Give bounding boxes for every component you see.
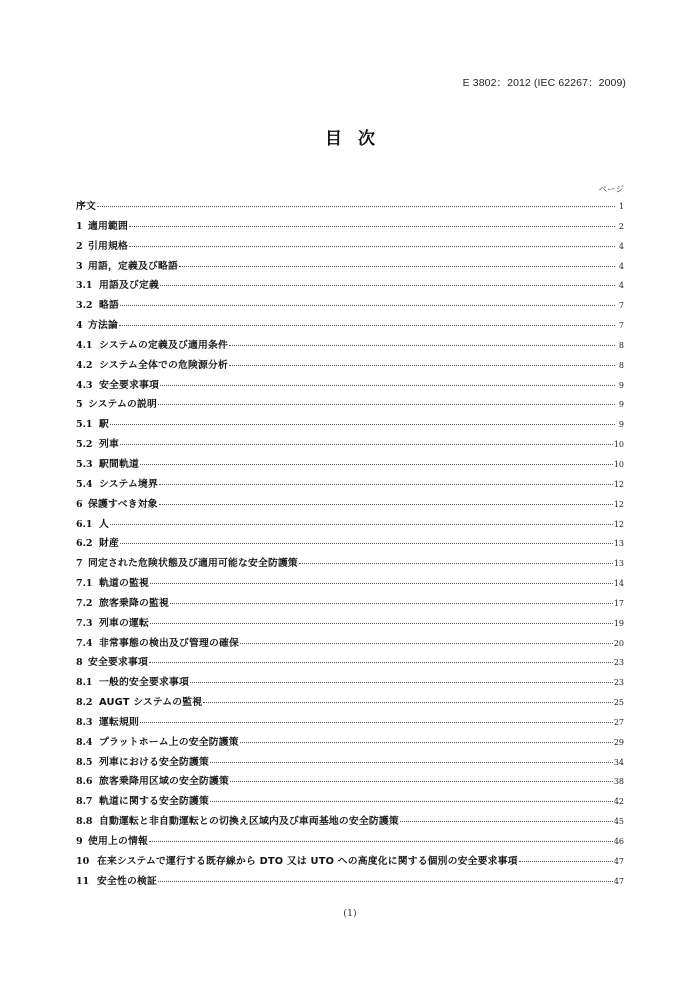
toc-entry-title: 列車 — [99, 439, 119, 451]
toc-leader-dots — [120, 543, 613, 544]
toc-entry[interactable] — [76, 793, 624, 813]
toc-entry-page: 1 — [618, 202, 624, 211]
toc-leader-dots — [190, 682, 613, 683]
toc-entry-page: 20 — [613, 638, 624, 648]
toc-entry[interactable] — [76, 258, 624, 278]
toc-entry[interactable] — [76, 813, 624, 833]
toc-entry-title: プラットホーム上の安全防護策 — [99, 736, 239, 748]
toc-entry-number: 7 — [76, 558, 83, 570]
toc-entry-title: 駅間軌道 — [99, 458, 139, 470]
toc-entry[interactable] — [76, 357, 624, 377]
toc-leader-dots — [210, 762, 613, 763]
toc-entry-title: 同定された危険状態及び適用可能な安全防護策 — [88, 558, 298, 570]
toc-entry-number: 5.2 — [76, 439, 93, 451]
toc-leader-dots — [159, 504, 613, 505]
toc-entry-number: 8.7 — [76, 796, 93, 808]
toc-entry-page: 13 — [613, 539, 624, 549]
toc-entry-number: 8.5 — [76, 756, 93, 768]
toc-leader-dots — [159, 484, 613, 485]
toc-entry-page: 46 — [613, 837, 624, 846]
toc-entry-number: 8.2 — [76, 697, 93, 709]
toc-entry-number: 3 — [76, 260, 83, 272]
toc-leader-dots — [149, 841, 613, 842]
toc-leader-dots — [400, 821, 613, 822]
toc-entry-number: 9 — [76, 836, 83, 847]
toc-entry-title: 引用規格 — [88, 240, 128, 252]
toc-leader-dots — [158, 881, 613, 882]
toc-entry-title: 一般的安全要求事項 — [99, 677, 189, 689]
toc-entry-page: 47 — [613, 856, 624, 866]
toc-entry-number: 8.6 — [76, 776, 93, 788]
toc-entry-number: 10 — [76, 855, 90, 867]
toc-leader-dots — [120, 444, 613, 445]
toc-leader-dots — [229, 365, 615, 366]
toc-entry[interactable] — [76, 833, 624, 853]
toc-entry-page: 23 — [613, 678, 624, 688]
toc-entry-title: システム境界 — [99, 478, 159, 490]
toc-entry-page: 12 — [613, 519, 624, 529]
toc-entry[interactable] — [76, 377, 624, 397]
toc-leader-dots — [240, 643, 613, 644]
toc-leader-dots — [230, 781, 613, 782]
toc-entry-number: 7.2 — [76, 597, 93, 609]
table-of-contents — [76, 198, 624, 893]
toc-entry-page: 12 — [613, 479, 624, 489]
toc-entry-number: 7.4 — [76, 637, 93, 649]
toc-entry-number: 3.1 — [76, 280, 93, 292]
toc-entry[interactable] — [76, 595, 624, 615]
toc-entry[interactable] — [76, 615, 624, 635]
toc-entry-title: 用語及び定義 — [99, 280, 159, 292]
toc-entry-title: 列車における安全防護策 — [99, 756, 209, 768]
toc-entry-title: 用語，定義及び略語 — [88, 260, 178, 272]
toc-entry-page: 38 — [613, 777, 624, 787]
toc-leader-dots — [149, 662, 613, 663]
toc-entry-page: 7 — [618, 301, 624, 311]
toc-leader-dots — [158, 404, 615, 405]
toc-entry-title: 自動運転と非自動運転との切換え区域内及び車両基地の安全防護策 — [99, 816, 399, 828]
toc-entry-page: 34 — [613, 757, 624, 767]
toc-entry[interactable] — [76, 873, 624, 893]
toc-entry-number: 8.1 — [76, 677, 93, 689]
toc-entry-page: 4 — [618, 241, 624, 251]
toc-entry-page: 10 — [613, 440, 624, 450]
toc-entry-title: システム全体での危険源分析 — [99, 359, 228, 371]
toc-entry-number: 4.3 — [76, 379, 93, 391]
toc-entry-title: 人 — [99, 518, 109, 530]
toc-entry-number: 3.2 — [76, 300, 93, 312]
toc-entry[interactable] — [76, 773, 624, 793]
toc-entry-number: 7.1 — [76, 578, 93, 590]
toc-entry[interactable] — [76, 238, 624, 258]
toc-entry-page: 23 — [613, 658, 624, 668]
toc-entry-title: 使用上の情報 — [88, 836, 148, 847]
toc-entry[interactable] — [76, 436, 624, 456]
toc-entry-number: 1 — [76, 220, 83, 232]
toc-entry[interactable] — [76, 575, 624, 595]
toc-entry-number: 8.8 — [76, 816, 93, 828]
toc-entry[interactable] — [76, 754, 624, 774]
toc-entry[interactable] — [76, 714, 624, 734]
toc-entry-number: 4.1 — [76, 339, 93, 351]
toc-entry-page: 27 — [613, 717, 624, 727]
toc-entry[interactable] — [76, 555, 624, 575]
toc-entry-number: 2 — [76, 240, 83, 252]
toc-entry[interactable] — [76, 277, 624, 297]
toc-entry[interactable] — [76, 734, 624, 754]
toc-entry-title: 略語 — [99, 300, 119, 312]
toc-entry[interactable] — [76, 337, 624, 357]
toc-entry-title: 方法論 — [88, 320, 118, 332]
toc-entry-page: 12 — [613, 499, 624, 509]
toc-entry-page: 8 — [618, 360, 624, 370]
toc-entry-page: 9 — [618, 380, 624, 390]
toc-entry-title: 運転規則 — [99, 716, 139, 728]
toc-entry-page: 2 — [618, 221, 624, 231]
toc-leader-dots — [119, 325, 615, 326]
toc-entry-title: 軌道の監視 — [99, 578, 149, 590]
toc-entry-number: 7.3 — [76, 617, 93, 629]
toc-entry-title: 旅客乗降の監視 — [99, 597, 169, 609]
toc-leader-dots — [110, 524, 613, 525]
toc-leader-dots — [170, 603, 613, 604]
toc-leader-dots — [210, 801, 613, 802]
page-column-label: ページ — [598, 185, 624, 195]
toc-entry-title: 財産 — [99, 538, 119, 550]
toc-entry-title: AUGT システムの監視 — [99, 697, 203, 709]
toc-entry-page: 14 — [613, 579, 624, 589]
toc-entry[interactable] — [76, 218, 624, 238]
toc-leader-dots — [97, 206, 615, 207]
toc-entry-title: システムの説明 — [88, 399, 157, 411]
toc-entry-page: 10 — [613, 459, 624, 469]
toc-entry-title: 適用範囲 — [88, 220, 128, 232]
toc-entry-page: 7 — [618, 321, 624, 331]
toc-entry-page: 25 — [613, 698, 624, 708]
toc-entry-number: 8 — [76, 657, 83, 669]
toc-entry-title: 旅客乗降用区域の安全防護策 — [99, 776, 229, 788]
toc-entry[interactable] — [76, 476, 624, 496]
toc-entry-number: 5.4 — [76, 478, 93, 490]
footer-page-number: (1) — [343, 908, 357, 919]
toc-entry[interactable] — [76, 496, 624, 516]
toc-entry-page: 4 — [618, 281, 624, 291]
toc-entry-page: 42 — [613, 797, 624, 807]
toc-leader-dots — [150, 623, 613, 624]
standard-code: E 3802：2012 (IEC 62267：2009) — [462, 77, 626, 89]
toc-entry-title: 在来システムで運行する既存線から DTO 又は UTO への高度化に関する個別の安全要求事項 — [97, 855, 518, 867]
toc-leader-dots — [519, 861, 613, 862]
toc-entry[interactable] — [76, 297, 624, 317]
toc-leader-dots — [140, 722, 613, 723]
toc-entry-number: 4.2 — [76, 359, 93, 371]
toc-entry-title: 安全性の検証 — [97, 875, 157, 887]
toc-entry-page: 13 — [613, 559, 624, 569]
toc-entry[interactable] — [76, 416, 624, 436]
toc-entry-page: 9 — [618, 400, 624, 410]
toc-leader-dots — [240, 742, 613, 743]
toc-entry-title: システムの定義及び適用条件 — [99, 339, 228, 351]
toc-entry-number: 5.3 — [76, 458, 93, 470]
toc-leader-dots — [129, 246, 615, 247]
toc-entry-title: 駅 — [99, 419, 109, 431]
toc-entry-page: 29 — [613, 737, 624, 747]
toc-entry-title: 列車の運転 — [99, 617, 149, 629]
toc-entry[interactable] — [76, 198, 624, 218]
toc-leader-dots — [160, 385, 615, 386]
toc-entry-number: 6.2 — [76, 538, 93, 550]
toc-entry[interactable] — [76, 674, 624, 694]
toc-entry[interactable] — [76, 635, 624, 655]
toc-entry-page: 8 — [618, 340, 624, 350]
toc-entry[interactable] — [76, 317, 624, 337]
toc-entry[interactable] — [76, 853, 624, 873]
toc-leader-dots — [160, 285, 615, 286]
toc-entry-title: 安全要求事項 — [99, 379, 159, 391]
toc-entry-page: 4 — [618, 261, 624, 271]
toc-entry-number: 5 — [76, 399, 83, 411]
toc-entry[interactable] — [76, 654, 624, 674]
toc-entry-title: 安全要求事項 — [88, 657, 148, 669]
toc-entry-page: 17 — [613, 598, 624, 608]
page-title: 目次 — [325, 129, 391, 149]
toc-leader-dots — [129, 226, 615, 227]
toc-entry-page: 9 — [618, 420, 624, 430]
toc-entry[interactable] — [76, 456, 624, 476]
toc-entry-page: 19 — [613, 618, 624, 628]
toc-entry-title: 軌道に関する安全防護策 — [99, 796, 209, 808]
toc-leader-dots — [140, 464, 613, 465]
toc-entry-number: 8.4 — [76, 736, 93, 748]
toc-entry-number: 6.1 — [76, 518, 93, 530]
toc-leader-dots — [179, 266, 615, 267]
toc-entry-title: 保護すべき対象 — [88, 498, 158, 510]
toc-entry[interactable] — [76, 396, 624, 416]
toc-entry-title: 序文 — [76, 201, 96, 212]
toc-entry-page: 47 — [613, 876, 624, 886]
toc-entry-page: 45 — [613, 817, 624, 827]
toc-entry[interactable] — [76, 535, 624, 555]
toc-entry[interactable] — [76, 516, 624, 536]
toc-entry-number: 4 — [76, 320, 83, 332]
toc-entry-number: 8.3 — [76, 716, 93, 728]
toc-entry[interactable] — [76, 694, 624, 714]
toc-entry-title: 非常事態の検出及び管理の確保 — [99, 637, 239, 649]
toc-leader-dots — [203, 702, 613, 703]
toc-leader-dots — [229, 345, 615, 346]
toc-leader-dots — [120, 305, 615, 306]
toc-leader-dots — [110, 424, 615, 425]
toc-leader-dots — [299, 563, 613, 564]
toc-entry-number: 5.1 — [76, 419, 93, 431]
toc-entry-number: 11 — [76, 875, 90, 887]
toc-leader-dots — [150, 583, 613, 584]
toc-entry-number: 6 — [76, 498, 83, 510]
